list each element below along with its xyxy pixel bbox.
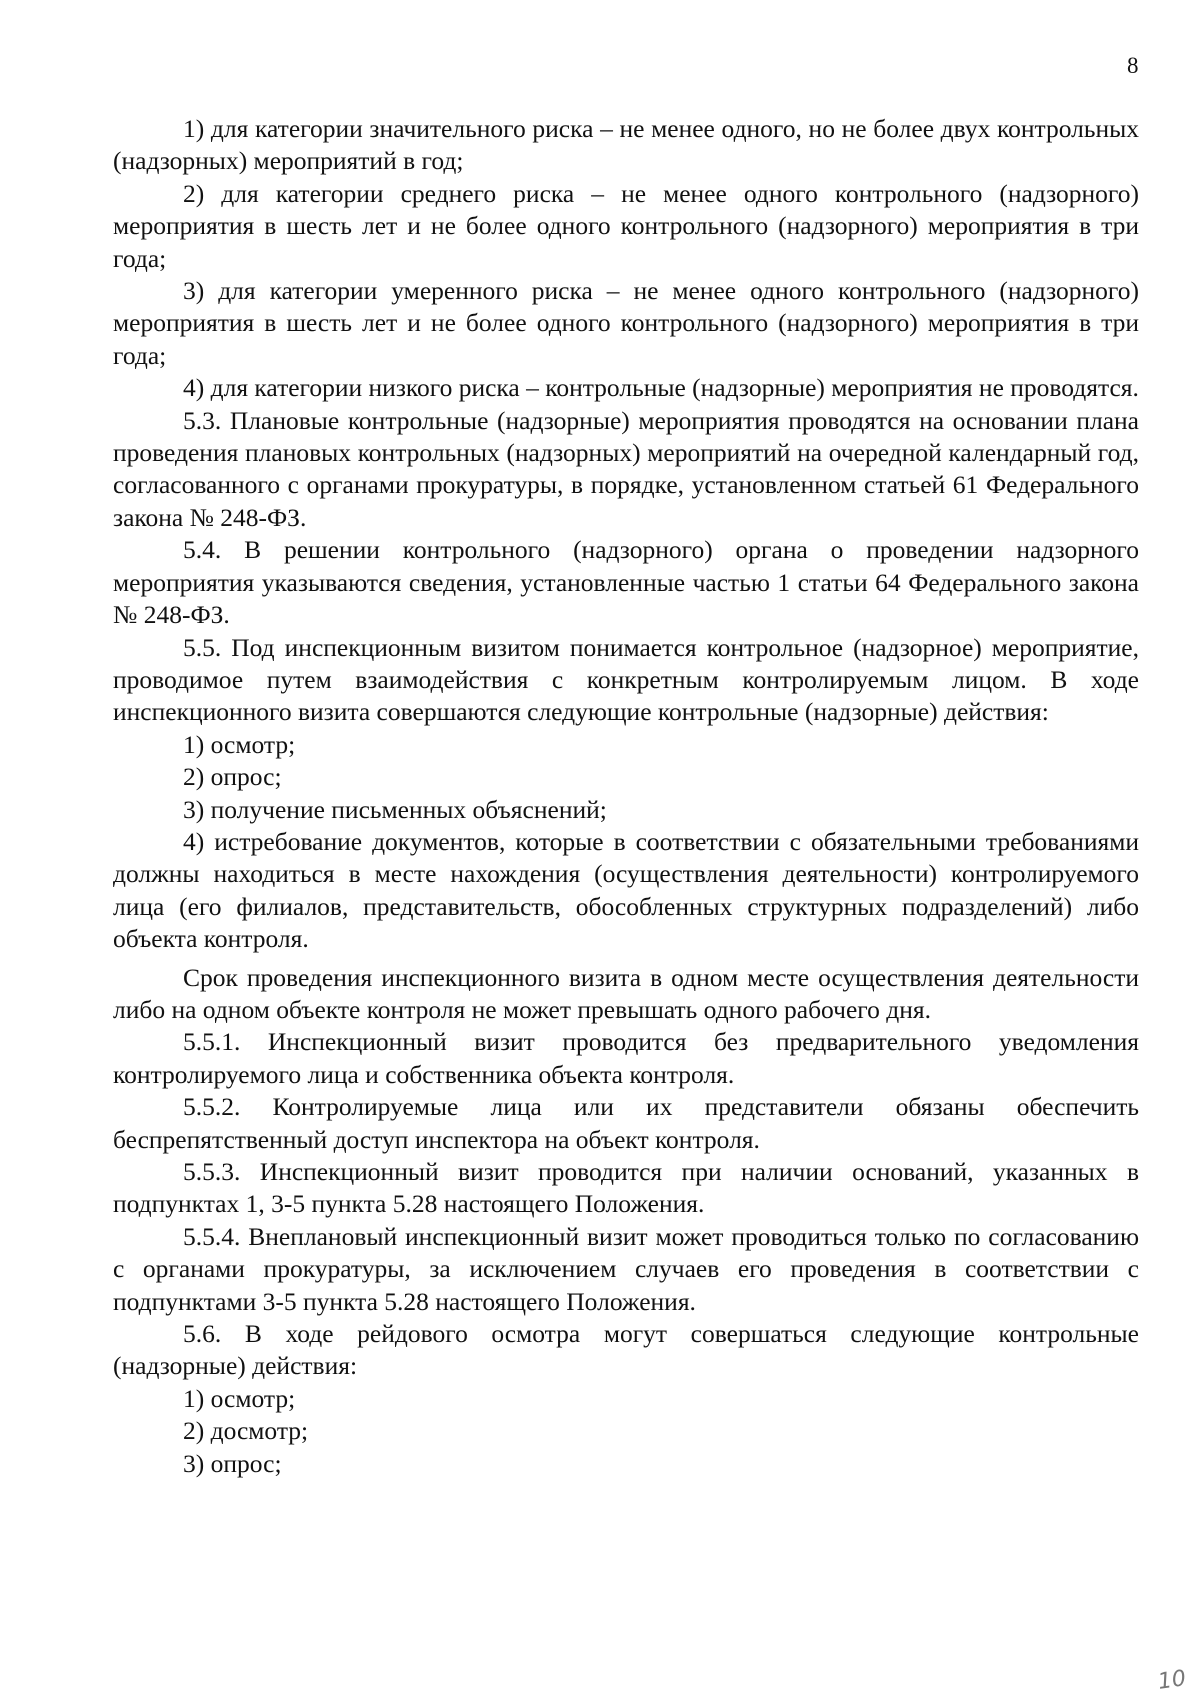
handwritten-mark: 10 [1156, 1666, 1188, 1695]
paragraph-5-4: 5.4. В решении контрольного (надзорного) органа о проведении надзорного мероприятия указываются сведения, установленные частью 1 статьи 64 Федерального закона № 248-ФЗ. [113, 535, 1139, 630]
page-number: 8 [1127, 53, 1139, 78]
paragraph-risk-moderate: 3) для категории умеренного риска – не менее одного контрольного (надзорного) мероприятия в шесть лет и не более одного контрольного (надзорного) мероприятия в три года; [113, 276, 1139, 370]
paragraph-risk-significant: 1) для категории значительного риска – не менее одного, но не более двух контрольных (надзорных) мероприятий в год; [113, 114, 1139, 176]
list-item: 2) опрос; [183, 762, 282, 792]
paragraph-5-5: 5.5. Под инспекционным визитом понимается контрольное (надзорное) мероприятие, проводимое путем взаимодействия с конкретным контролируемым лицом. В ходе инспекционного визита совершаются следующие контрольные (надзорные) действия: [113, 632, 1139, 727]
list-item: 1) осмотр; [183, 729, 296, 759]
document-body [113, 113, 1139, 1480]
paragraph-5-3: 5.3. Плановые контрольные (надзорные) мероприятия проводятся на основании плана проведения плановых контрольных (надзорных) мероприятий на очередной календарный год, согласованного с органами прокуратуры, в порядке, установленном статьей 61 Федерального закона № 248-ФЗ. [113, 405, 1139, 532]
paragraph-inspection-duration: Срок проведения инспекционного визита в одном месте осуществления деятельности либо на одном объекте контроля не может превышать одного рабочего дня. [113, 962, 1139, 1024]
paragraph-5-5-1: 5.5.1. Инспекционный визит проводится без предварительного уведомления контролируемого лица и собственника объекта контроля. [113, 1027, 1139, 1089]
paragraph-risk-medium: 2) для категории среднего риска – не менее одного контрольного (надзорного) мероприятия в шесть лет и не более одного контрольного (надзорного) мероприятия в три года; [113, 178, 1139, 273]
paragraph-5-6: 5.6. В ходе рейдового осмотра могут совершаться следующие контрольные (надзорные) действия: [113, 1319, 1139, 1381]
paragraph-5-5-4: 5.5.4. Внеплановый инспекционный визит может проводиться только по согласованию с органами прокуратуры, за исключением случаев его проведения в соответствии с подпунктами 3-5 пункта 5.28 настоящего Положения. [113, 1221, 1139, 1316]
paragraph-5-5-2: 5.5.2. Контролируемые лица или их представители обязаны обеспечить беспрепятственный доступ инспектора на объект контроля. [113, 1092, 1139, 1154]
list-item: 2) досмотр; [183, 1416, 309, 1446]
paragraph-risk-low: 4) для категории низкого риска – контрольные (надзорные) мероприятия не проводятся. [183, 373, 1139, 403]
list-item: 1) осмотр; [183, 1383, 296, 1413]
list-item: 4) истребование документов, которые в соответствии с обязательными требованиями должны находиться в месте нахождения (осуществления деятельности) контролируемого лица (его филиалов, представительств, обособленных структурных подразделений) либо объекта контроля. [113, 826, 1139, 954]
list-item: 3) опрос; [183, 1448, 282, 1478]
list-item: 3) получение письменных объяснений; [183, 794, 607, 824]
paragraph-5-5-3: 5.5.3. Инспекционный визит проводится при наличии оснований, указанных в подпунктах 1, 3-5 пункта 5.28 настоящего Положения. [113, 1157, 1139, 1219]
